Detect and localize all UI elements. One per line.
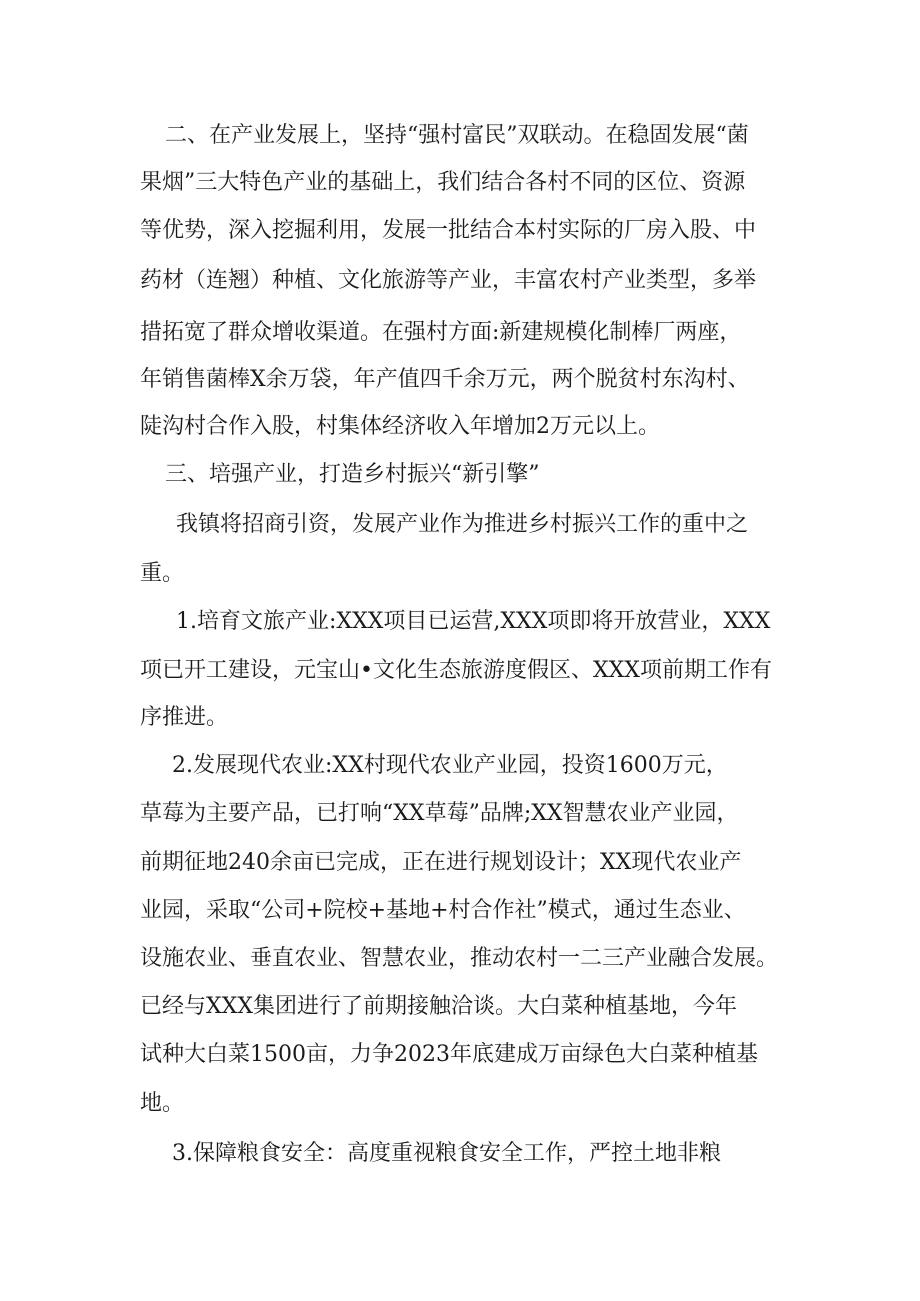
paragraph-line: 1.培育文旅产业:XXX项目已运营,XXX项即将开放营业，XXX bbox=[176, 609, 771, 634]
paragraph-line: 措拓宽了群众增收渠道。在强村方面:新建规模化制棒厂两座， bbox=[140, 320, 742, 345]
paragraph-line: 等优势，深入挖掘利用，发展一批结合本村实际的厂房入股、中 bbox=[140, 218, 757, 243]
paragraph-line: 二、在产业发展上，坚持“强村富民”双联动。在稳固发展“菌 bbox=[165, 123, 749, 148]
paragraph-line: 重。 bbox=[140, 561, 185, 586]
paragraph-line: 前期征地240余亩已完成，正在进行规划设计；XX现代农业产 bbox=[140, 850, 742, 875]
paragraph-line: 3.保障粮食安全：高度重视粮食安全工作，严控土地非粮 bbox=[172, 1141, 721, 1166]
paragraph-line: 2.发展现代农业:XX村现代农业产业园，投资1600万元， bbox=[172, 753, 728, 778]
paragraph-line: 草莓为主要产品，已打响“XX草莓”品牌;XX智慧农业产业园， bbox=[140, 801, 739, 826]
paragraph-line: 序推进。 bbox=[140, 705, 229, 730]
paragraph-line: 设施农业、垂直农业、智慧农业，推动农村一二三产业融合发展。 bbox=[140, 946, 779, 971]
section-heading: 三、培强产业，打造乡村振兴“新引擎” bbox=[165, 462, 540, 487]
paragraph-line: 地。 bbox=[140, 1091, 185, 1116]
paragraph-line: 业园，采取“公司+院校+基地+村合作社”模式，通过生态业、 bbox=[140, 898, 746, 923]
paragraph-line: 年销售菌棒X余万袋，年产值四千余万元，两个脱贫村东沟村、 bbox=[140, 367, 750, 392]
paragraph-line: 试种大白菜1500亩，力争2023年底建成万亩绿色大白菜种植基 bbox=[140, 1042, 758, 1067]
paragraph-line: 我镇将招商引资，发展产业作为推进乡村振兴工作的重中之 bbox=[176, 512, 749, 537]
paragraph-line: 已经与XXX集团进行了前期接触洽谈。大白菜种植基地，今年 bbox=[140, 994, 737, 1019]
paragraph-line: 药材（连翘）种植、文化旅游等产业，丰富农村产业类型，多举 bbox=[140, 268, 757, 293]
paragraph-line: 陡沟村合作入股，村集体经济收入年增加2万元以上。 bbox=[140, 414, 660, 439]
paragraph-line: 项已开工建设，元宝山•文化生态旅游度假区、XXX项前期工作有 bbox=[140, 658, 772, 683]
paragraph-line: 果烟”三大特色产业的基础上，我们结合各村不同的区位、资源 bbox=[140, 170, 746, 195]
